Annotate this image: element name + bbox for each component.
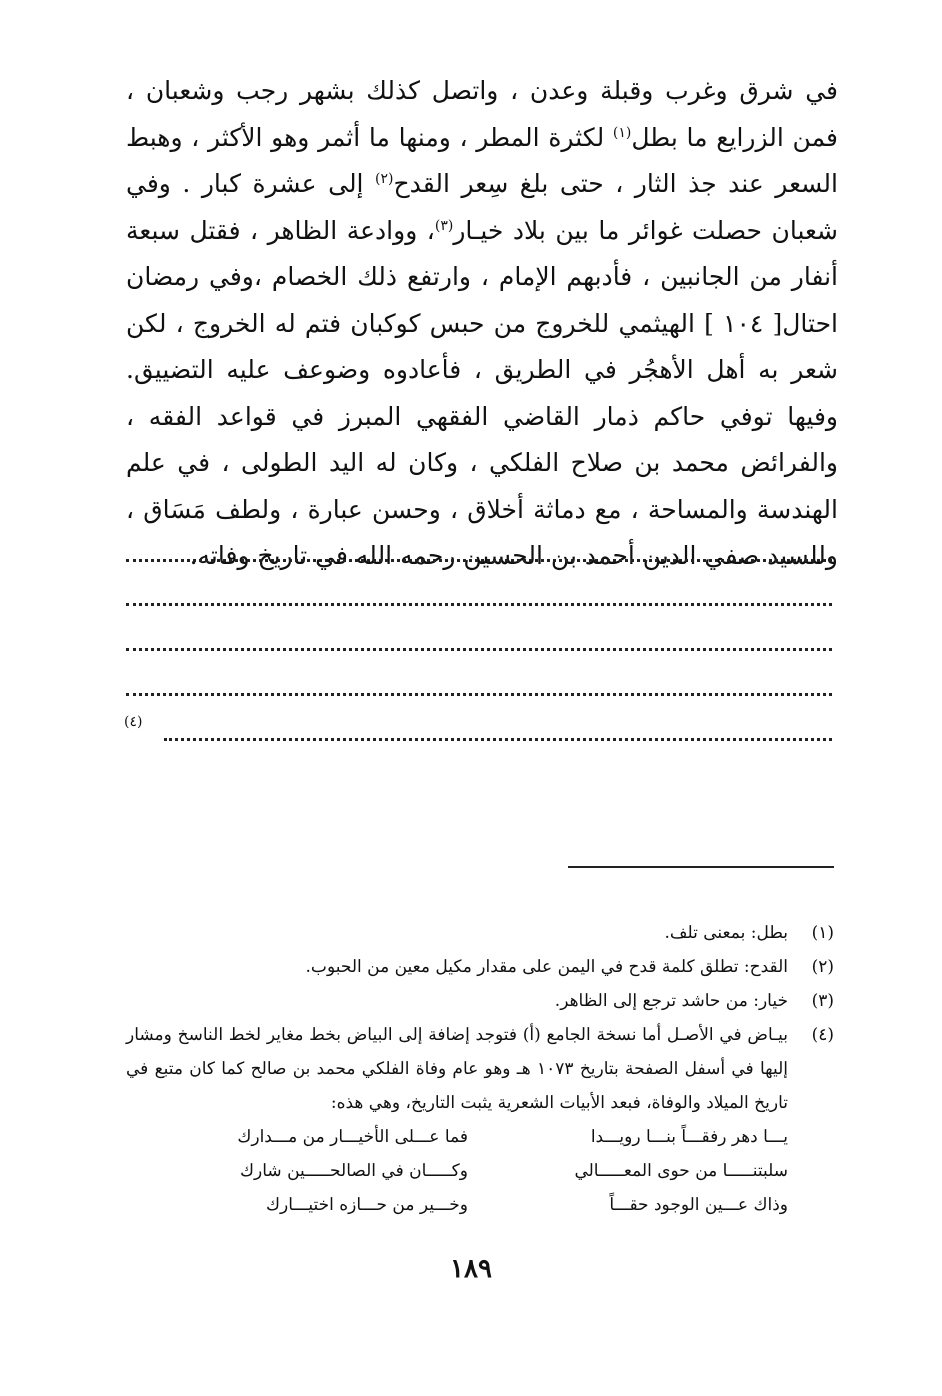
poem (168, 1120, 788, 1222)
footnote-4 (126, 1018, 834, 1222)
text-part-1: في شرق وغرب وقبلة وعدن ، واتصل كذلك بشهر رجب وشعبان ، فمن الزرايع ما بطل (126, 76, 838, 152)
footnote-text: خيار: من حاشد ترجع إلى الظاهر. (554, 991, 788, 1011)
footnote-1 (126, 916, 834, 950)
verse-second-half: فما عـــلى الأخيـــار من مـــدارك (237, 1127, 468, 1147)
verse-first-half: وذاك عـــين الوجود حقـــاً (609, 1195, 788, 1215)
footnote-text: القدح: تطلق كلمة قدح في اليمن على مقدار مكيل معين من الحبوب. (305, 957, 788, 977)
verse-second-half: وكـــــان في الصالحـــــين شارك (240, 1161, 468, 1181)
footnote-ref-1: (١) (612, 124, 632, 141)
main-paragraph (126, 68, 838, 580)
verse-second-half: وخـــير من حـــازه اختيـــارك (265, 1195, 468, 1215)
footnote-number: (٢) (811, 957, 834, 977)
poem-verse (168, 1120, 788, 1154)
footnote-ref-4: (٤) (124, 714, 143, 730)
text-part-2: لكثرة المطر ، ومنها ما أثمر وهو الأكثر ، وهبط السعر عند جذ الثار ، حتى بلغ سِعر القدح (126, 122, 838, 198)
footnote-ref-2: (٢) (375, 171, 394, 187)
dotted-line-5 (164, 735, 832, 741)
dotted-line-3 (126, 645, 832, 651)
poem-verse (168, 1188, 788, 1222)
footnotes-section (126, 916, 834, 1222)
footnote-number: (٤) (811, 1025, 834, 1045)
text-part-3: إلى عشرة كبار . وفي شعبان حصلت غوائر ما بين بلاد خيـار (126, 169, 838, 245)
footnote-number: (٣) (811, 991, 834, 1011)
footnote-separator (568, 866, 834, 868)
footnote-number: (١) (811, 923, 834, 943)
footnote-body (126, 1018, 788, 1222)
dotted-line-1 (126, 556, 832, 562)
footnote-text: بيـاض في الأصـل أما نسخة الجامع (أ) فتوجد إضافة إلى البياض بخط مغاير لخط الناسخ ومشار إليها في أسفل الصفحة بتاريخ ١٠٧٣ هـ وهو عام وفاة الفلكي محمد بن صالح كما كان متبع في تاريخ الميلاد والوفاة، فبعد الأبيات الشعرية يثبت التاريخ، وهي هذه: (126, 1025, 789, 1113)
footnote-2 (126, 950, 834, 984)
verse-first-half: يـــا دهر رفقـــاً بنـــا رويـــدا (590, 1127, 788, 1147)
footnote-ref-3: (٣) (434, 217, 454, 234)
page-number: ١٨٩ (450, 1254, 492, 1284)
paragraph-text (126, 68, 838, 580)
footnote-3 (126, 984, 834, 1018)
dotted-line-4 (126, 690, 832, 696)
poem-verse (168, 1154, 788, 1188)
footnote-text: بطل: بمعنى تلف. (664, 923, 788, 943)
verse-first-half: سلبتنـــــا من حوى المعـــــالي (574, 1161, 788, 1181)
dotted-line-2 (126, 600, 832, 606)
text-part-4: ، ووادعة الظاهر ، فقتل سبعة أنفار من الجانبين ، فأدبهم الإمام ، وارتفع ذلك الخصام ،وفي رمضان احتال[ ١٠٤ ] الهيثمي للخروج من حبس كوكبان فتم له الخروج ، لكن شعر به أهل الأهجُر في الطريق ، فأعادوه وضوعف عليه التضييق. وفيها توفي حاكم ذمار القاضي الفقهي المبرز في قواعد الفقه ، والفرائض محمد بن صلاح الفلكي ، وكان له اليد الطولى ، في علم الهندسة والمساحة ، مع دماثة أخلاق ، وحسن عبارة ، ولطف مَسَاق ، وللسيد صفي الدين أحمد بن الحسين رحمه الله في تاريخ وفاته. (126, 215, 838, 570)
